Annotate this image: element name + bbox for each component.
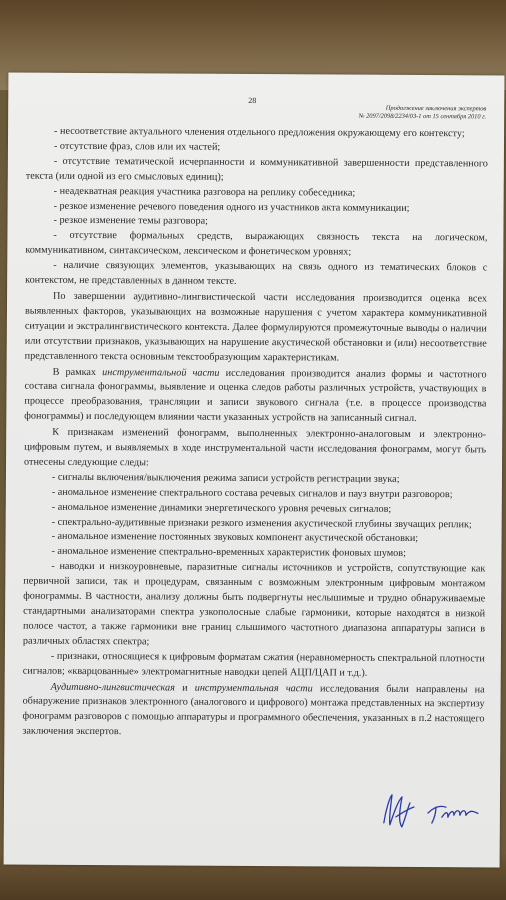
list-item: - аномальное изменение спектрально-временных характеристик фоновых шумов; bbox=[51, 546, 406, 560]
list-item: - наводки и низкоуровневые, паразитные сигналы источников и устройств, сопутствующие как первичной записи, так и процедурам, связанным с возможным электронным цифровым монтажом фонограммы. В частности, анализу должны быть подвергнуты неслышимые и трудно обнаруживаемые стандартными анализаторами спектра узкополосные слабые гармоники, которые находятся в низкой полосе частот, а также гармоники вне границ слышимого частотного диапазона аппаратуры записи в различных областях спектра; bbox=[22, 561, 486, 648]
handwritten-signature bbox=[376, 787, 496, 834]
header-line-2: № 2097/2098/2234/03-1 от 15 сентября 2010 г. bbox=[358, 112, 487, 121]
emphasis-instrumental-part: инструментальная части bbox=[194, 682, 313, 694]
document-page bbox=[4, 72, 505, 867]
list-item: - отсутствие фраз, слов или их частей; bbox=[53, 140, 221, 153]
list-item: - аномальное изменение динамики энергетического уровня речевых сигналов; bbox=[51, 501, 392, 515]
emphasis-auditive: Аудитивно-лингвистическая bbox=[50, 681, 175, 694]
paragraph-instrumental: В рамках инструментальной части исследования производится анализ формы и частотного состава сигнала фонограммы, выявление и оценка следов работы различных устройств, участвующих в процессе преобразования, трансляции и записи звукового сигнала (т.е. в процессе производства фонограммы) и последующем влиянии части указанных устройств на записанный сигнал. bbox=[24, 366, 487, 425]
list-item: - отсутствие формальных средств, выражающих связность текста на логическом, коммуникативном, синтаксическом, лексическом и фонетическом уровнях; bbox=[25, 230, 488, 258]
paragraph-evaluation: По завершении аудитивно-лингвистической части исследования производится оценка всех выявленных факторов, указывающих на возможные нарушения с учетом характера коммуникативной ситуации и экстралингвистического контекста. Далее формулируются промежуточные выводы о наличии или отсутствии признаков, указывающих на нарушение акустической обстановки и (или) несоответствие представленного текста основным текстообразующим характеристикам. bbox=[24, 290, 488, 364]
paragraph-signs-intro: К признакам изменений фонограмм, выполненных электронно-аналоговым и электронно-цифровым путем, и выявляемых в ходе инструментальной части исследования фонограмм, могут быть отнесены следующие следы: bbox=[24, 426, 487, 469]
list-item: - резкое изменение речевого поведения одного из участников акта коммуникации; bbox=[53, 200, 410, 214]
page-number: 28 bbox=[248, 95, 257, 106]
list-item: - признаки, относящиеся к цифровым форматам сжатия (неравномерность спектральной плотности сигналов; «кварцованные» электромагнитные наводки цепей АЦП/ЦАП и т.д.). bbox=[22, 650, 485, 679]
criteria-list-instrumental bbox=[23, 470, 486, 682]
list-item: - наличие связующих элементов, указывающих на связь одного из тематических блоков с контекстом, не представленных в данном тексте. bbox=[25, 259, 488, 287]
list-item: - неадекватная реакция участника разговора на реплику собеседника; bbox=[53, 185, 356, 199]
list-item: - несоответствие актуального членения отдельного предложения окружающему его контексту; bbox=[54, 125, 465, 140]
criteria-list-linguistic bbox=[25, 125, 488, 292]
list-item: - спектрально-аудитивные признаки резкого изменения акустической глубины звучащих реплик; bbox=[51, 516, 472, 530]
list-item: - аномальное изменение постоянных звуковых компонент акустической обстановки; bbox=[51, 531, 419, 545]
paragraph-conclusion: Аудитивно-лингвистическая и инструментальная части исследования были направлены на обнаружение признаков электронного (аналогового и цифрового) монтажа представленных на экспертизу фонограмм разговоров с помощью аппаратуры и программного обеспечения, указанных в п.2 настоящего заключения экспертов. bbox=[22, 681, 485, 738]
list-item: - аномальное изменение спектрального состава речевых сигналов и пауз внутри разговоров; bbox=[51, 486, 453, 500]
list-item: - сигналы включения/выключения режима записи устройств регистрации звука; bbox=[51, 471, 400, 485]
list-item: - резкое изменение темы разговора; bbox=[53, 215, 208, 228]
header-line-1: Продолжение заключения экспертов bbox=[385, 104, 487, 113]
document-body bbox=[22, 125, 488, 743]
running-header bbox=[358, 105, 486, 122]
list-item: - отсутствие тематической исчерпанности и коммуникативной завершенности представленного текста (или одной из его смысловых единиц); bbox=[25, 155, 488, 183]
emphasis-instrumental: инструментальной части bbox=[102, 366, 220, 379]
